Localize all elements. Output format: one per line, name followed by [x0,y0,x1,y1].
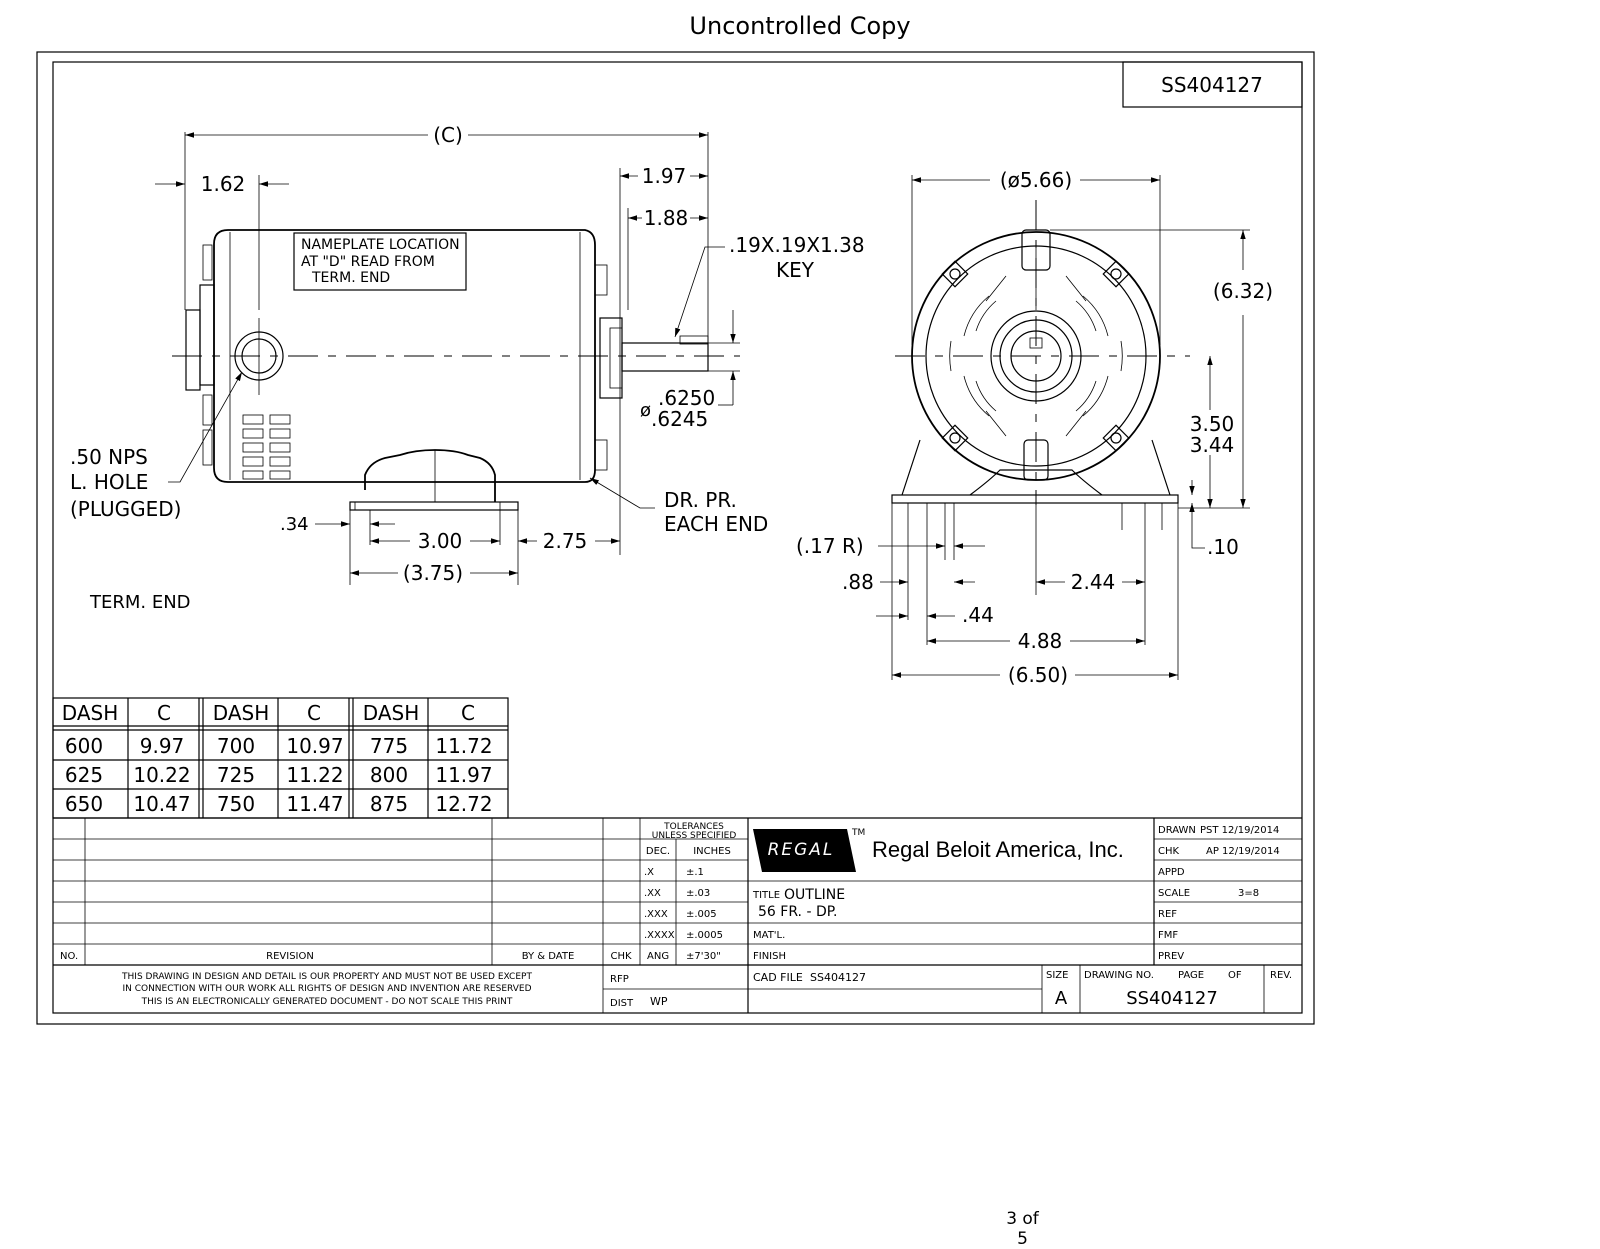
dim-0-10: .10 [1207,535,1239,559]
size-value: A [1054,988,1068,1009]
dash-table [53,698,508,818]
dist-label: DIST [610,998,634,1009]
key-label-line1: .19X.19X1.38 [729,233,865,257]
dim-radius-0-17: (.17 R) [796,534,864,558]
end-base [892,495,1178,503]
table-cell: 12.72 [435,792,493,816]
table-cell: 800 [369,763,409,787]
table-cell: 11.22 [286,763,344,787]
dim-6-50: (6.50) [1007,663,1069,687]
appd-label: APPD [1158,867,1185,878]
tol-value: ±.0005 [686,930,724,941]
logo-tm: TM [852,828,866,838]
table-cell: 11.97 [435,763,493,787]
dash-header: DASH [61,701,119,725]
inner-border [53,62,1302,1013]
table-cell: 750 [216,792,256,816]
table-cell: 10.97 [286,734,344,758]
dim-dia-5-66: (ø5.66) [999,168,1073,192]
tol-ang-label: ANG [647,951,670,962]
ref-label: REF [1158,909,1178,920]
chk-label: CHK [610,951,632,962]
mounting-foot [365,450,495,502]
dim-3-75: (3.75) [402,561,464,585]
title-block [53,818,1302,1013]
term-end-label: TERM. END [90,592,191,613]
dim-4-88: 4.88 [1017,629,1063,653]
tol-inches-header: INCHES [693,846,731,857]
of-label: OF [1228,970,1242,981]
c-header: C [157,701,171,725]
shaft [622,343,708,371]
table-cell: 625 [64,763,104,787]
nameplate-line3: TERM. END [312,270,391,286]
scale-value: 3=8 [1238,888,1260,899]
tol-dec: .XXX [644,909,668,920]
tolerances-title2: UNLESS SPECIFIED [651,831,737,841]
table-cell: 10.47 [133,792,191,816]
tolerances-title1: TOLERANCES [664,822,724,832]
by-date-label: BY & DATE [521,951,575,962]
drawn-value: PST 12/19/2014 [1200,825,1280,836]
title-line1: OUTLINE [784,887,846,903]
dim-0-34: .34 [280,514,309,535]
c-header: C [461,701,475,725]
dim-2-75: 2.75 [542,529,588,553]
table-cell: 11.72 [435,734,493,758]
dim-2-44: 2.44 [1070,570,1116,594]
table-cell: 725 [216,763,256,787]
drain-label-line1: DR. PR. [664,488,737,512]
scale-label: SCALE [1158,888,1191,899]
end-view [796,168,1273,687]
tol-value: ±.005 [686,909,717,920]
notice-line1: THIS DRAWING IN DESIGN AND DETAIL IS OUR PROPERTY AND MUST NOT BE USED EXCEPT [122,972,532,982]
title-label: TITLE [753,890,781,901]
table-cell: 700 [216,734,256,758]
regal-logo-text: REGAL [767,840,835,860]
key-label-line2: KEY [776,258,814,282]
rev-label: REV. [1270,970,1292,981]
table-cell: 650 [64,792,104,816]
cad-file-value: SS404127 [810,971,866,984]
notice-line2: IN CONNECTION WITH OUR WORK ALL RIGHTS OF DESIGN AND INVENTION ARE RESERVED [122,984,532,994]
rfp-label: RFP [610,974,629,985]
outer-border [37,52,1314,1024]
size-label: SIZE [1046,970,1069,981]
company-name: Regal Beloit America, Inc. [872,837,1124,862]
page-label: PAGE [1178,970,1205,981]
finish-label: FINISH [753,951,786,962]
prev-label: PREV [1158,951,1185,962]
no-label: NO. [60,951,79,962]
shaft-dia-max: .6250 [658,386,716,410]
drawing-number-box [1123,62,1302,107]
dim-0-88: .88 [842,570,874,594]
page-indicator: 3 of 5 [1006,1209,1039,1249]
cad-file-label: CAD FILE [753,971,803,984]
dim-height-6-32: (6.32) [1212,279,1274,303]
nameplate-line2: AT "D" READ FROM [301,254,435,270]
dash-header: DASH [212,701,270,725]
chk-value: AP 12/19/2014 [1206,846,1280,857]
revision-label: REVISION [266,951,314,962]
drawing-number-text: SS404127 [1161,73,1263,97]
tol-dec-header: DEC. [645,846,671,857]
tol-dec: .XXXX [644,930,675,941]
matl-label: MAT'L. [753,930,786,941]
shaft-dia-symbol: ø [640,400,652,421]
drawn-label: DRAWN [1158,825,1196,836]
chk-row-label: CHK [1158,846,1180,857]
table-cell: 875 [369,792,409,816]
title-line2: 56 FR. - DP. [758,904,838,920]
dim-1-62: 1.62 [200,172,246,196]
table-cell: 10.22 [133,763,191,787]
hole-label-line3: (PLUGGED) [70,497,182,521]
dim-3-44: 3.44 [1189,433,1235,457]
table-cell: 11.47 [286,792,344,816]
drawing-no-label: DRAWING NO. [1084,970,1154,981]
uncontrolled-copy-stamp: Uncontrolled Copy [689,12,911,40]
dist-value: WP [650,995,668,1008]
side-view [70,123,865,613]
hole-label-line2: L. HOLE [70,470,149,494]
drawing-no-value: SS404127 [1126,988,1218,1009]
table-cell: 775 [369,734,409,758]
dim-3-00: 3.00 [417,529,463,553]
fmf-label: FMF [1158,930,1179,941]
drain-label-line2: EACH END [664,512,769,536]
tol-value: ±.1 [686,867,704,878]
tol-ang-value: ±7'30" [686,951,721,962]
nameplate-line1: NAMEPLATE LOCATION [301,237,460,253]
tol-dec: .X [644,867,655,878]
dash-header: DASH [362,701,420,725]
table-cell: 9.97 [139,734,185,758]
dim-1-88: 1.88 [643,206,689,230]
dim-0-44: .44 [962,603,994,627]
table-cell: 600 [64,734,104,758]
notice-line3: THIS IS AN ELECTRONICALLY GENERATED DOCUMENT - DO NOT SCALE THIS PRINT [141,997,513,1007]
c-header: C [307,701,321,725]
tol-value: ±.03 [686,888,711,899]
tol-dec: .XX [644,888,661,899]
dim-3-50: 3.50 [1189,412,1235,436]
dim-c: (C) [433,123,463,147]
dim-1-97: 1.97 [641,164,687,188]
hole-label-line1: .50 NPS [70,445,148,469]
shaft-dia-min: .6245 [651,407,709,431]
